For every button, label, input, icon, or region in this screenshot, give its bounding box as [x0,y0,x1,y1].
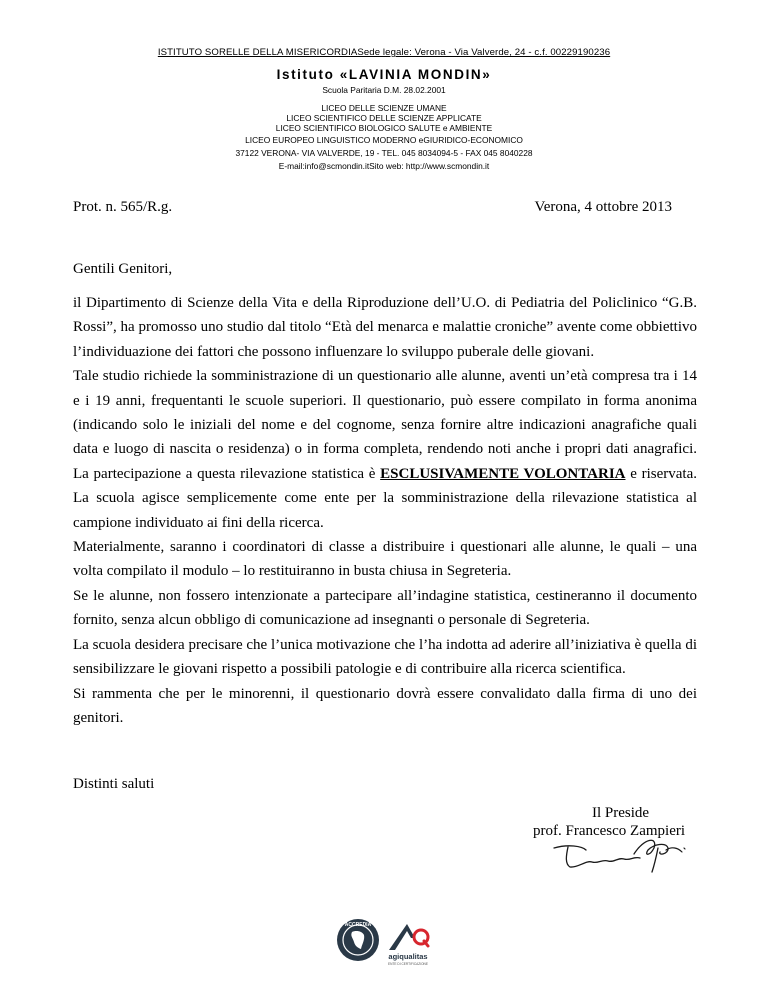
greeting: Gentili Genitori, [73,261,173,277]
letter-body [73,291,697,730]
school-name: Istituto «LAVINIA MONDIN» [276,67,492,82]
handwritten-signature [548,834,693,874]
accreditation-seal-icon [336,918,380,962]
body-paragraph-1: il Dipartimento di Scienze della Vita e della Riproduzione dell’U.O. di Pediatria del Policlinico “G.B. Rossi”, ha promosso uno studio dal titolo “Età del menarca e malattie croniche” avente come obbiettivo l’individuazione dei fattori che possono influenzare lo sviluppo puberale delle giovani. [73,295,697,360]
body-paragraph-2 [73,364,697,535]
letterhead-line-contacts: E-mail:info@scmondin.itSito web: http://www.scmondin.it [278,161,490,171]
letterhead-line-course-2: LICEO SCIENTIFICO DELLE SCIENZE APPLICATE [286,113,482,123]
signer-title: Il Preside [592,805,650,821]
voluntary-emphasis: ESCLUSIVAMENTE VOLONTARIA [380,465,626,482]
institution-top-line: ISTITUTO SORELLE DELLA MISERICORDIASede legale: Verona - Via Valverde, 24 - c.f. 00229190236 [157,47,611,58]
signer-name: prof. Francesco Zampieri [533,823,686,839]
seal-text: ACCREDIA [344,921,372,928]
letterhead-line-course-4: LICEO EUROPEO LINGUISTICO MODERNO eGIURIDICO-ECONOMICO [245,135,523,145]
letterhead-line-course-3: LICEO SCIENTIFICO BIOLOGICO SALUTE e AMBIENTE [275,123,493,133]
letterhead-line-decree: Scuola Paritaria D.M. 28.02.2001 [322,85,446,95]
brand-name: agiqualitas [388,952,428,961]
protocol-number: Prot. n. 565/R.g. [73,199,173,215]
letterhead-line-course-1: LICEO DELLE SCIENZE UMANE [321,103,447,113]
body-paragraph-2-end: e riservata. La scuola agisce semplicemente come ente per la somministrazione della rilevazione statistica al campione individuato ai fini della ricerca. [73,465,697,531]
letterhead-line-address: 37122 VERONA- VIA VALVERDE, 19 - TEL. 045 8034094-5 - FAX 045 8040228 [235,148,533,158]
brand-tagline: ENTE DI CERTIFICAZIONE [388,962,428,966]
agiqualitas-logo-icon [383,920,433,968]
body-paragraph-4: Se le alunne, non fossero intenzionate a partecipare all’indagine statistica, cestineranno il documento fornito, senza alcun obbligo di comunicazione ad insegnanti o personale di Segreteria. [73,587,697,629]
body-paragraph-6: Si rammenta che per le minorenni, il questionario dovrà essere convalidato dalla firma di uno dei genitori. [73,685,697,726]
body-paragraph-3: Materialmente, saranno i coordinatori di classe a distribuire i questionari alle alunne, le quali – una volta compilato il modulo – lo restituiranno in busta chiusa in Segreteria. [73,539,697,580]
body-paragraph-5: La scuola desidera precisare che l’unica motivazione che l’ha indotta ad aderire all’iniziativa è quella di sensibilizzare le giovani rispetto a possibili patologie e di contribuire alla ricerca scientifica. [73,636,697,678]
place-date: Verona, 4 ottobre 2013 [534,199,672,215]
closing: Distinti saluti [73,776,155,792]
body-paragraph-2-start: Tale studio richiede la somministrazione di un questionario alle alunne, aventi un’età compresa tra i 14 e i 19 anni, frequentanti le scuole superiori. Il questionario, può essere compilato in forma anonima (indicando solo le iniziali del nome e del cognome, senza fornire altre indicazioni anagrafiche quali data e luogo di nascita o residenza) o in forma completa, rendendo noti anche i propri dati anagrafici. La partecipazione a questa rilevazione statistica è [73,368,697,482]
